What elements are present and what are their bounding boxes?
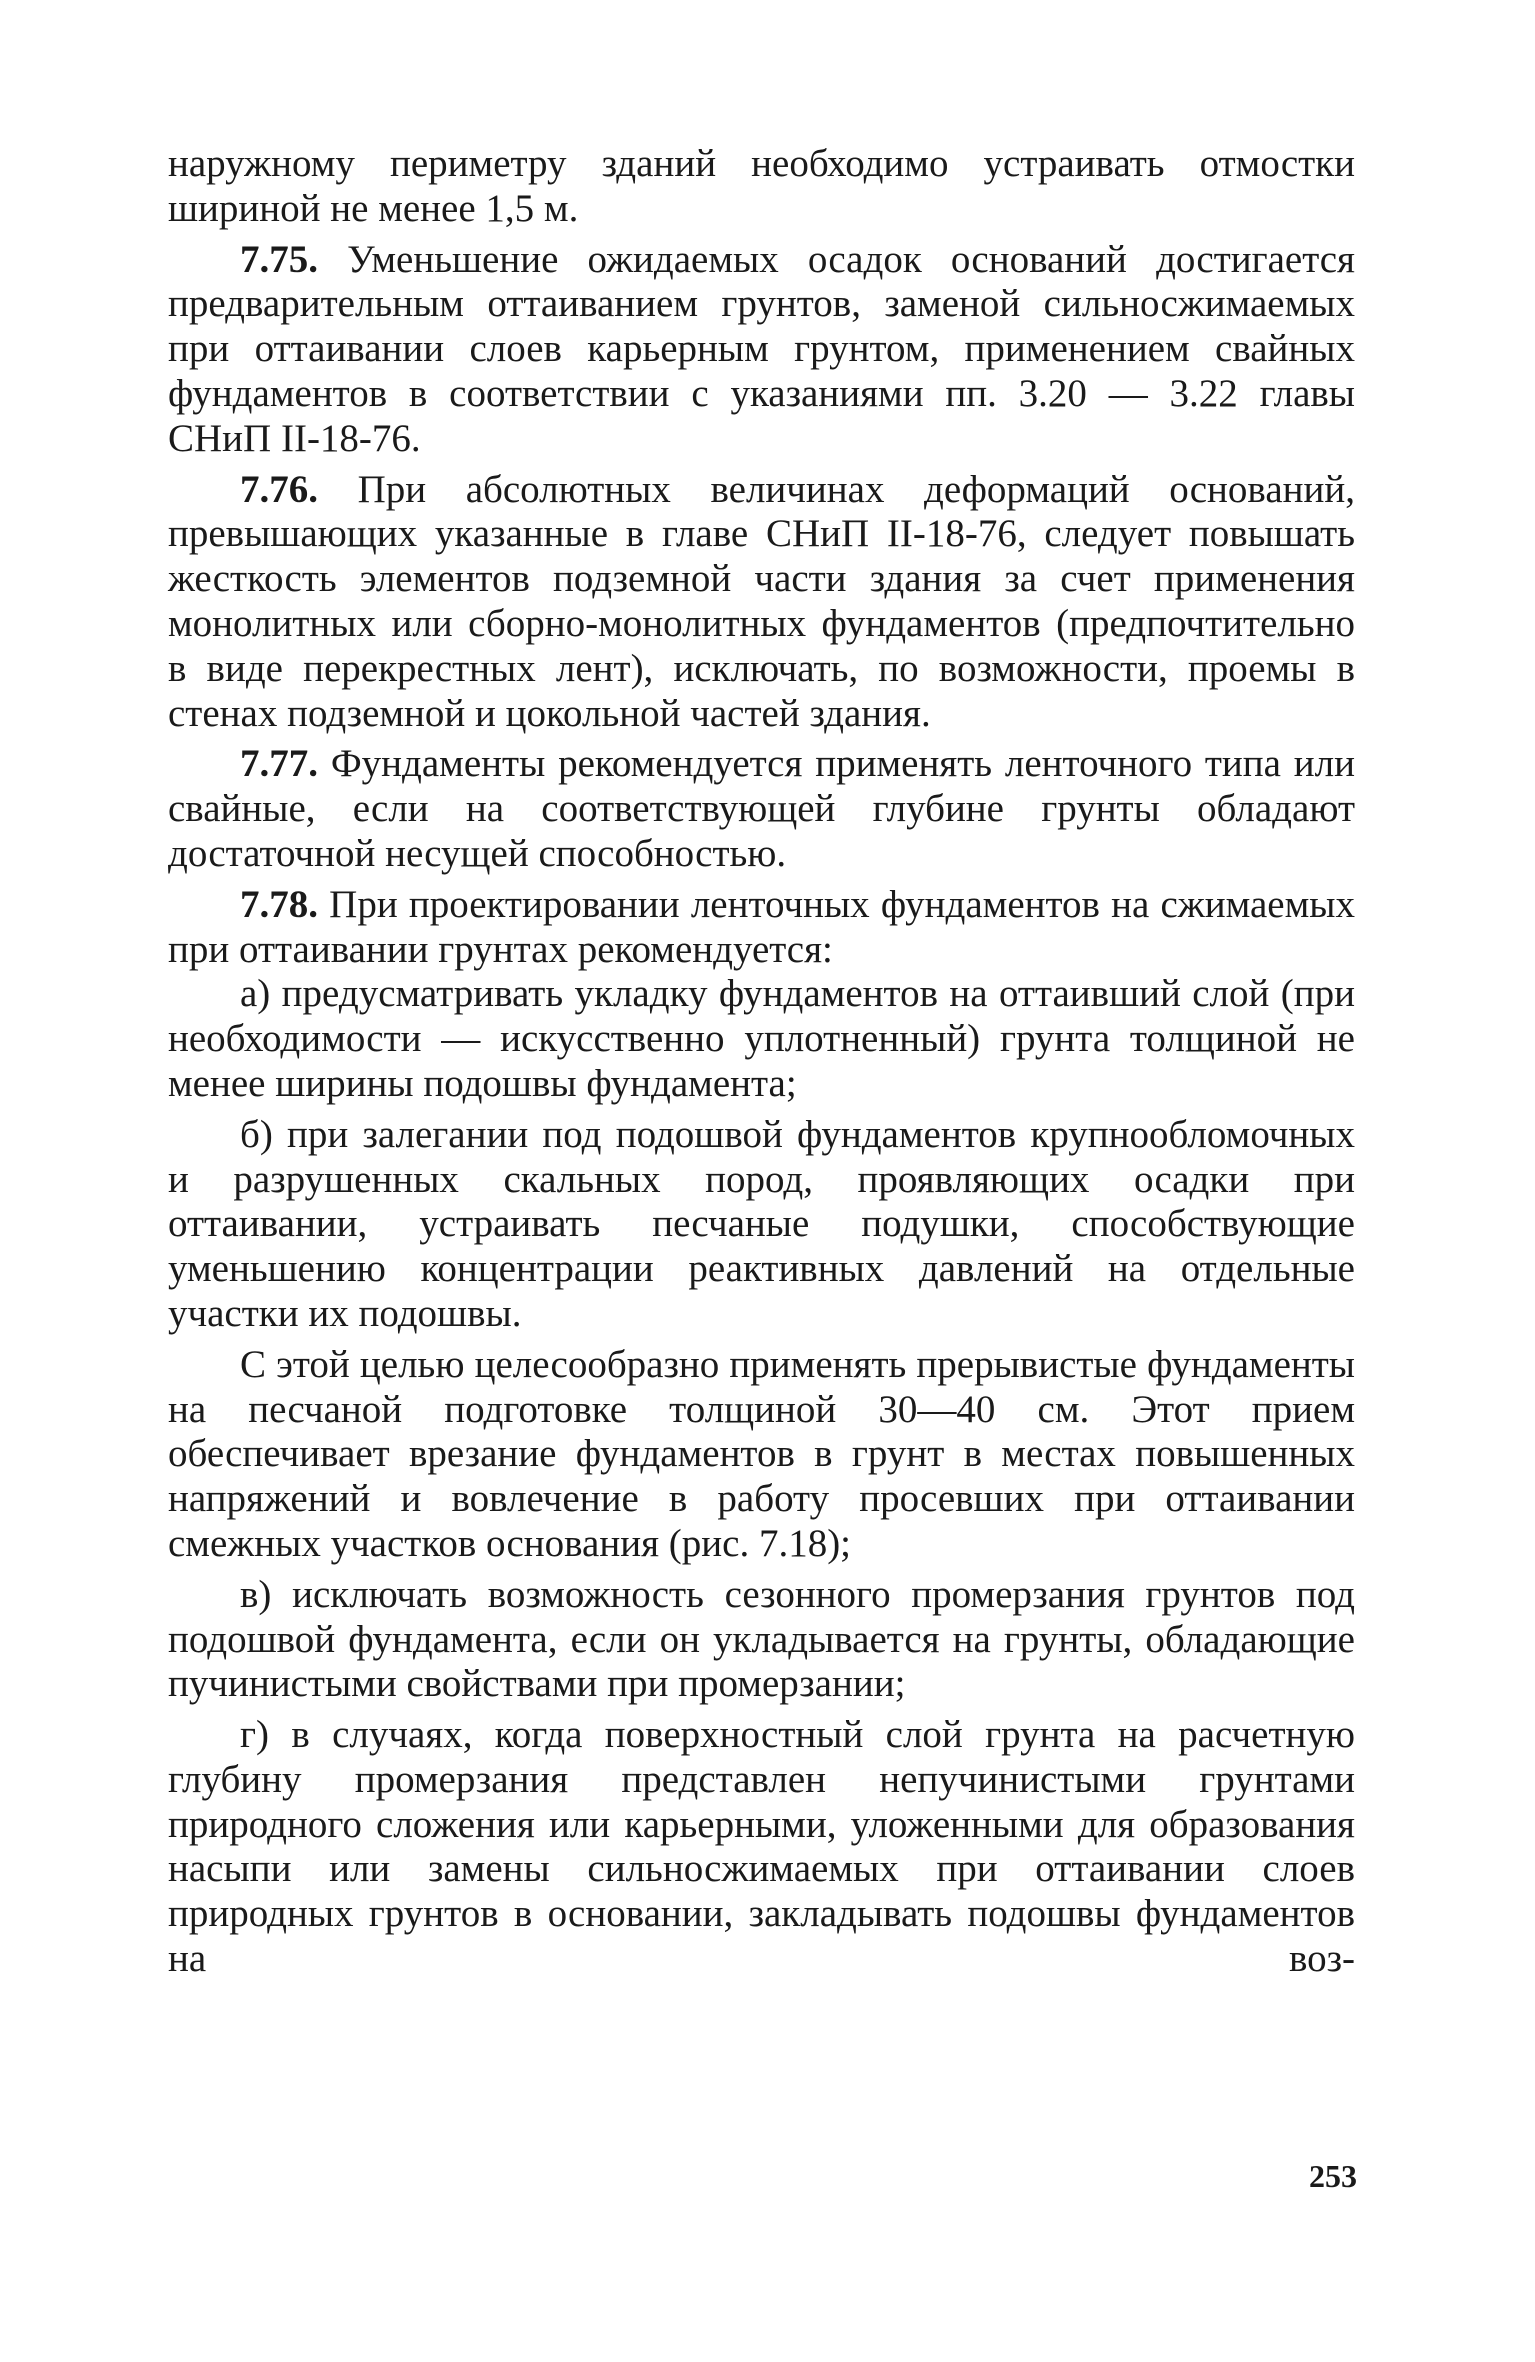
list-item-v (168, 1573, 1355, 1707)
paragraph-continuation (168, 142, 1355, 232)
paragraph-text: При проектировании ленточных фундаментов на сжимаемых при оттаивании грунтах рекомендуется: (168, 882, 1355, 971)
paragraph-purpose (168, 1343, 1355, 1567)
paragraph-7-77 (168, 742, 1355, 876)
paragraph-7-76 (168, 468, 1355, 737)
paragraph-text: Фундаменты рекомендуется применять ленточного типа или свайные, если на соответствующей глубине грунты обладают достаточной несущей способностью. (168, 742, 1356, 875)
paragraph-text: При абсолютных величинах деформаций оснований, превышающих указанные в главе СНиП II-18-76, следует повышать жесткость элементов подземной части здания за счет применения монолитных или сборно-монолитных фундаментов (предпочтительно в виде перекрестных лент), исключать, по возможности, проемы в стенах подземной и цокольной частей здания. (168, 467, 1355, 735)
paragraph-text: Уменьшение ожидаемых осадок оснований достигается предварительным оттаиванием грунтов, заменой сильносжимаемых при оттаивании слоев карьерным грунтом, применением свайных фундаментов в соответствии с указаниями пп. 3.20 — 3.22 главы СНиП II-18-76. (168, 237, 1355, 460)
paragraph-text: г) в случаях, когда поверхностный слой грунта на расчетную глубину промерзания представлен непучинистыми грунтами природного сложения или карьерными, уложенными для образования насыпи или замены сильносжимаемых при оттаивании слоев природных грунтов в основании, закладывать подошвы фундаментов на воз- (168, 1713, 1355, 1981)
section-number: 7.76. (240, 467, 318, 511)
paragraph-7-78 (168, 883, 1355, 973)
paragraph-7-75 (168, 238, 1355, 462)
list-item-g (168, 1713, 1355, 1982)
paragraph-text: б) при залегании под подошвой фундаментов крупнообломочных и разрушенных скальных пород, проявляющих осадки при оттаивании, устраивать песчаные подушки, способствующие уменьшению концентрации реактивных давлений на отдельные участки их подошвы. (168, 1112, 1355, 1335)
page-body (168, 142, 1355, 1982)
section-number: 7.75. (240, 237, 318, 281)
paragraph-text: а) предусматривать укладку фундаментов на оттаивший слой (при необходимости — искусственно уплотненный) грунта толщиной не менее ширины подошвы фундамента; (168, 972, 1355, 1105)
paragraph-text: в) исключать возможность сезонного промерзания грунтов под подошвой фундамента, если он укладывается на грунты, обладающие пучинистыми свойствами при промерзании; (168, 1572, 1355, 1706)
page-number: 253 (1309, 2158, 1357, 2194)
section-number: 7.78. (240, 882, 318, 926)
list-item-b (168, 1113, 1355, 1337)
paragraph-text: наружному периметру зданий необходимо устраивать отмостки шириной не менее 1,5 м. (168, 142, 1355, 230)
section-number: 7.77. (240, 742, 318, 786)
paragraph-text: С этой целью целесообразно применять прерывистые фундаменты на песчаной подготовке толщиной 30—40 см. Этот прием обеспечивает врезание фундаментов в грунт в местах повышенных напряжений и вовлечение в работу просевших при оттаивании смежных участков основания (рис. 7.18); (168, 1342, 1355, 1565)
list-item-a (168, 972, 1355, 1106)
